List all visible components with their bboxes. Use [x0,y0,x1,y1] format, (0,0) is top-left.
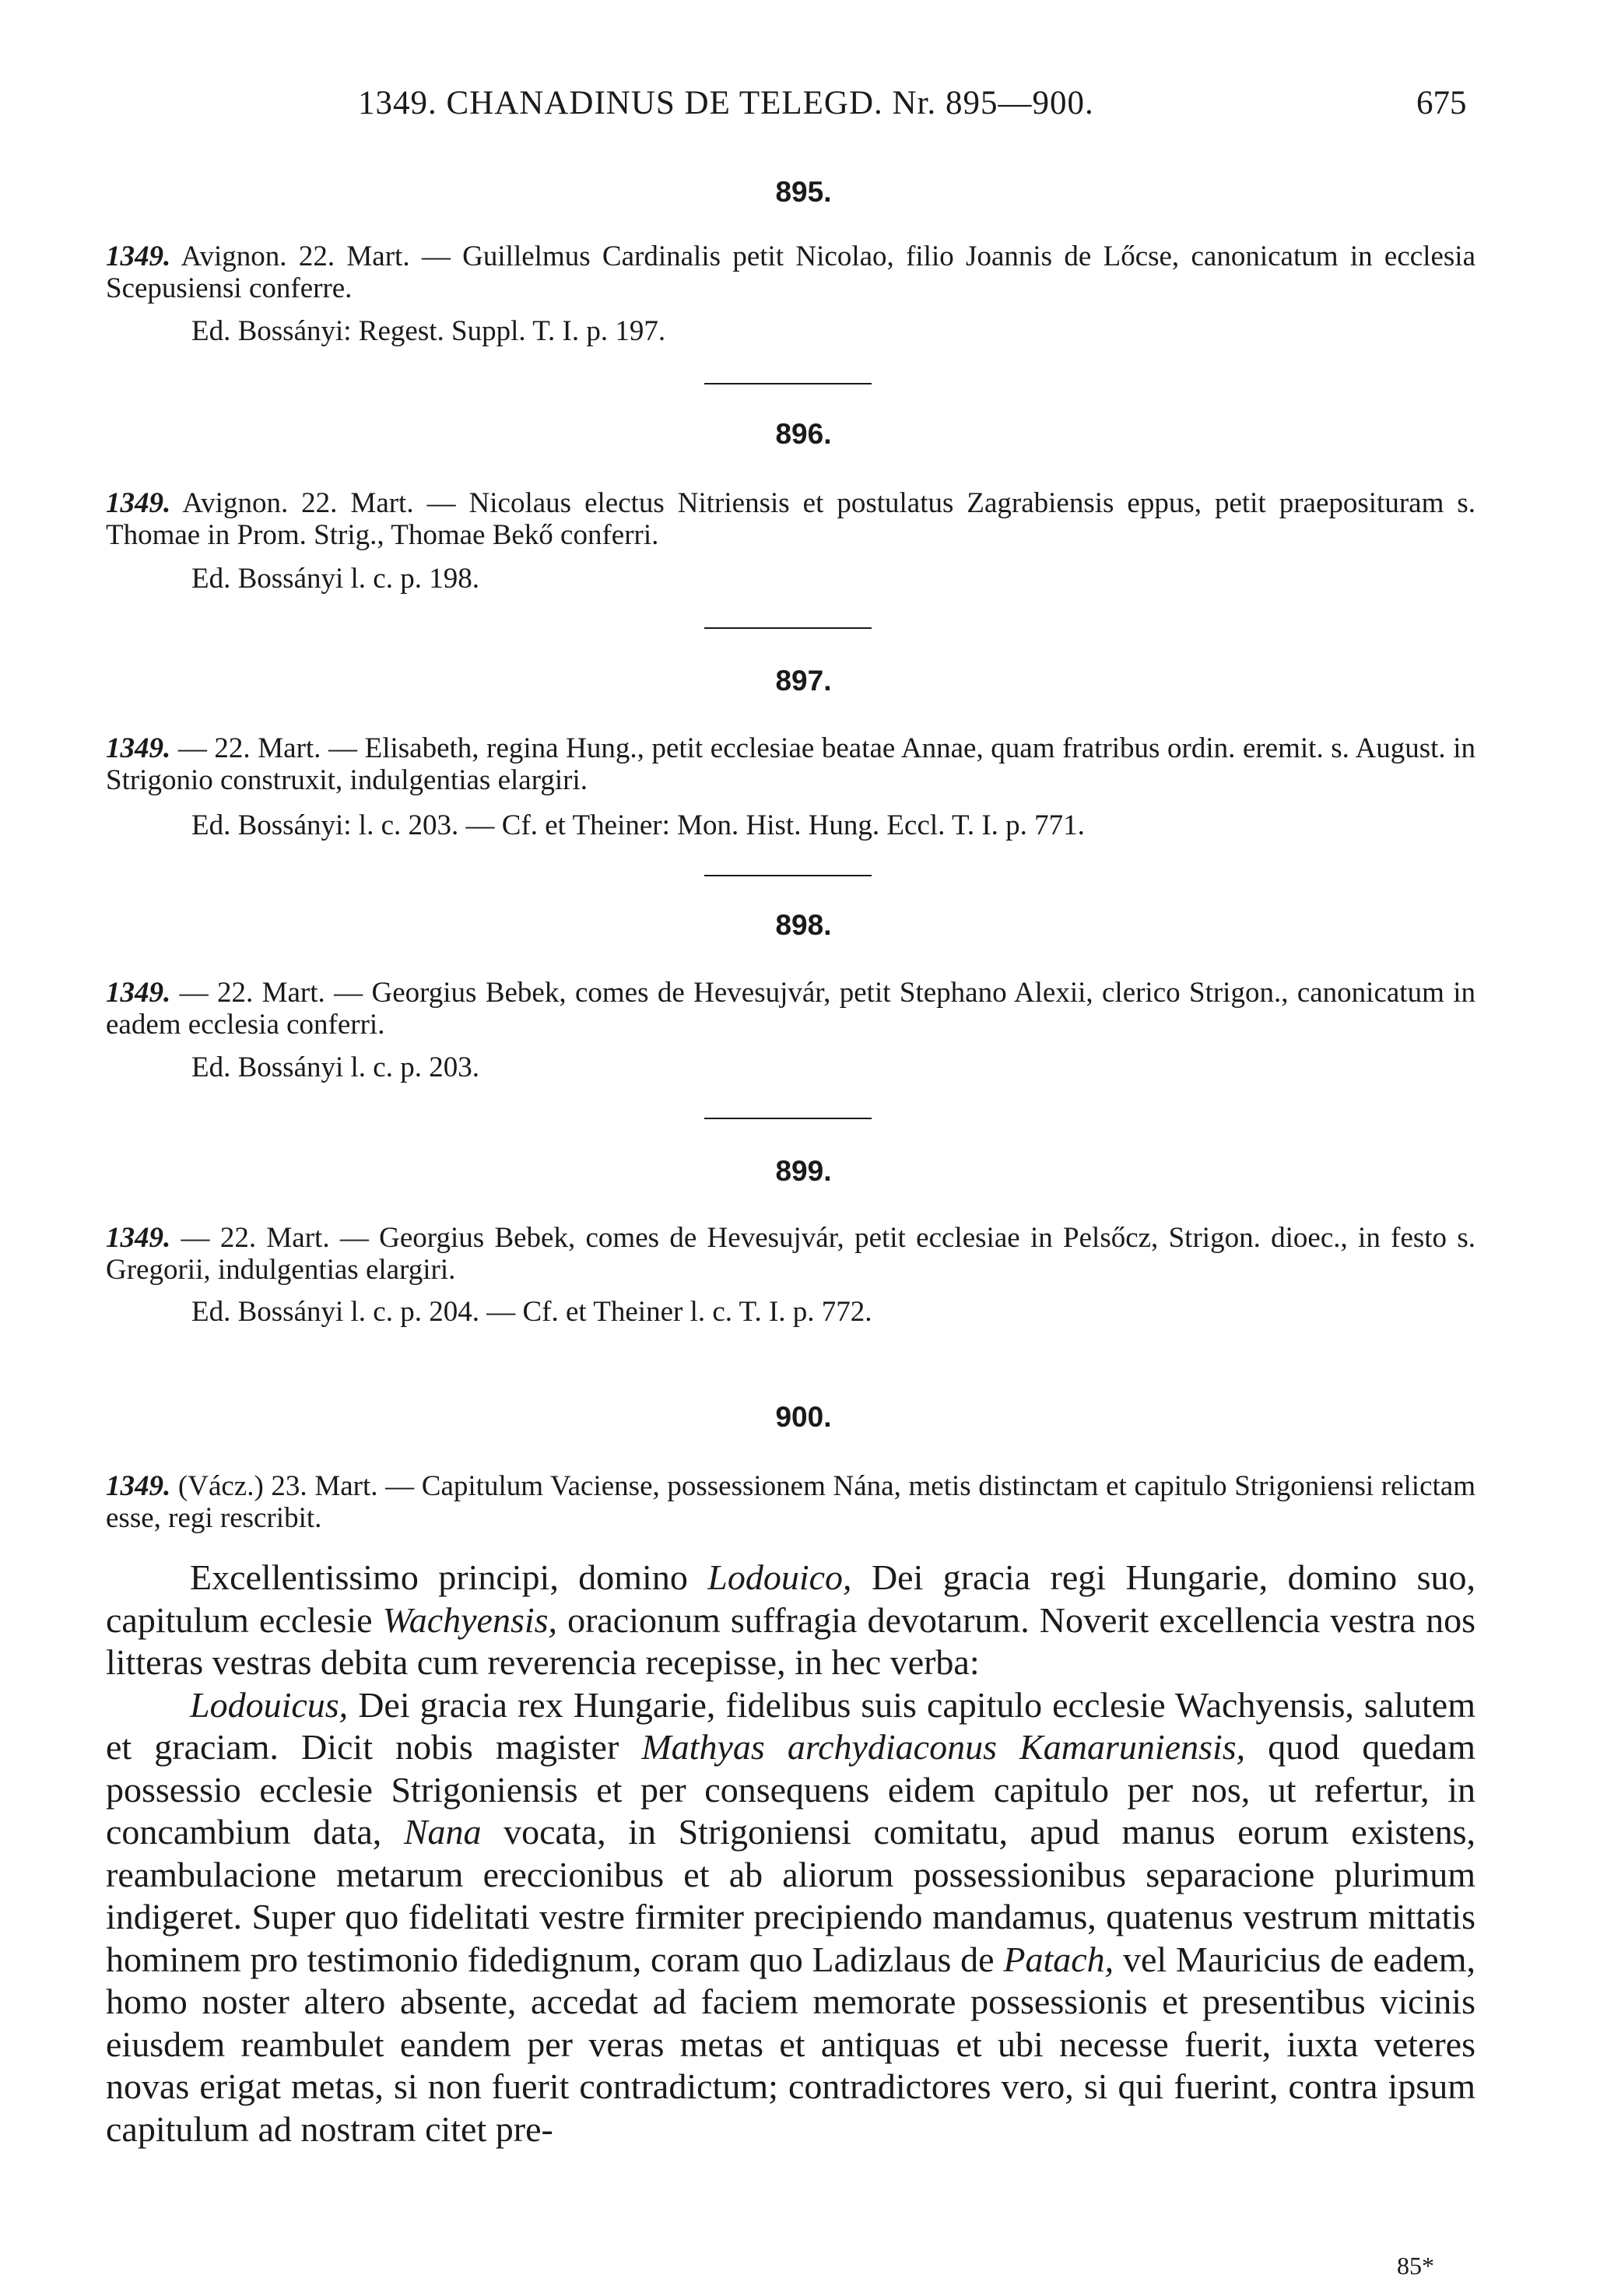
entry-regest-900 [106,1470,1475,1534]
entry-number-898: 898. [775,909,832,941]
entry-year: 1349. [106,240,171,272]
entry-edition-898: Ed. Bossányi l. c. p. 203. [191,1051,479,1083]
entry-regest-898 [106,977,1475,1041]
entry-summary: — 22. Mart. — Georgius Bebek, comes de Hevesujvár, petit Stephano Alexii, clerico Strigon., canonicatum in eadem ecclesia conferri. [106,977,1475,1041]
text-run: Dei gracia regi Hungarie, domino suo, capitulum ecclesie [106,1557,1475,1640]
running-head: 1349. CHANADINUS DE TELEGD. Nr. 895—900. [358,85,1094,121]
text-run: Excellentissimo principi, domino [190,1557,708,1597]
italic-name: Wachyensis, [382,1599,558,1640]
entry-edition-896: Ed. Bossányi l. c. p. 198. [191,563,479,595]
entry-summary: Avignon. 22. Mart. — Guillelmus Cardinalis petit Nicolao, filio Joannis de Lőcse, canonicatum in ecclesia Scepusiensi conferre. [106,240,1475,304]
entry-edition-897: Ed. Bossányi: l. c. 203. — Cf. et Theiner: Mon. Hist. Hung. Eccl. T. I. p. 771. [191,809,1085,841]
entry-number-896: 896. [775,418,832,450]
section-divider [704,627,872,629]
entry-number-897: 897. [775,665,832,697]
section-divider [704,875,872,876]
charter-paragraph [106,1684,1475,2151]
entry-regest-895 [106,240,1475,304]
entry-year: 1349. [106,977,171,1009]
charter-text [106,1557,1475,2150]
entry-number-895: 895. [775,176,832,208]
entry-year: 1349. [106,1222,171,1254]
entry-regest-897 [106,732,1475,796]
entry-year: 1349. [106,487,171,519]
entry-number-900: 900. [775,1401,832,1433]
italic-name: Lodouicus, [190,1684,349,1725]
section-divider [704,383,872,384]
italic-name: Patach, [1003,1939,1114,1979]
text-run: vel Mauricius de eadem, homo noster altero absente, accedat ad faciem memorate possessionis et presentibus vicinis eiusdem reambulet eandem per veras metas et antiquas et ubi necesse fuerit, iuxta veteres novas erigat metas, si non fuerit contradictum; contradictores vero, si qui fuerint, contra ipsum capitulum ad nostram citet pre- [106,1939,1475,2149]
entry-summary: — 22. Mart. — Georgius Bebek, comes de Hevesujvár, petit ecclesiae in Pelsőcz, Strigon. dioec., in festo s. Gregorii, indulgentias elargiri. [106,1222,1475,1286]
italic-name: Nana [403,1812,482,1852]
entry-edition-899: Ed. Bossányi l. c. p. 204. — Cf. et Theiner l. c. T. I. p. 772. [191,1296,872,1328]
text-run: oracionum suffragia devotarum. Noverit excellencia vestra nos litteras vestras debita cum reverencia recepisse, in hec verba: [106,1599,1475,1682]
entry-summary: (Vácz.) 23. Mart. — Capitulum Vaciense, possessionem Nána, metis distinctam et capitulo Strigoniensi relictam esse, regi rescribit. [106,1470,1475,1534]
entry-year: 1349. [106,732,171,764]
italic-name: Mathyas archydiaconus Kamaruniensis, [641,1727,1246,1767]
entry-summary: Avignon. 22. Mart. — Nicolaus electus Nitriensis et postulatus Zagrabiensis eppus, petit praeposituram s. Thomae in Prom. Strig., Thomae Bekő conferri. [106,487,1475,551]
entry-number-899: 899. [775,1155,832,1187]
text-run: Dei gracia rex Hungarie, fidelibus suis capitulo ecclesie Wachyensis, salutem et graciam. Dicit nobis magister [106,1684,1475,1767]
text-run: vocata, in Strigoniensi comitatu, apud manus eorum existens, reambulacione metarum ereccionibus et ab aliorum possessionibus separacione plurimum indigeret. Super quo fidelitati vestre firmiter precipiendo mandamus, quatenus vestrum mittatis hominem pro testimonio fidedignum, coram quo Ladizlaus de [106,1812,1475,1979]
entry-edition-895: Ed. Bossányi: Regest. Suppl. T. I. p. 197. [191,315,666,347]
page-number: 675 [1416,85,1467,121]
charter-paragraph [106,1557,1475,1684]
signature-mark: 85* [1397,2252,1434,2280]
entry-regest-896 [106,487,1475,551]
entry-summary: — 22. Mart. — Elisabeth, regina Hung., petit ecclesiae beatae Annae, quam fratribus ordin. eremit. s. August. in Strigonio construxit, indulgentias elargiri. [106,732,1475,796]
entry-year: 1349. [106,1470,171,1502]
text-run: quod quedam possessio ecclesie Strigoniensis et per consequens eidem capitulo per nos, ut refertur, in concambium data, [106,1727,1475,1852]
entry-regest-899 [106,1222,1475,1286]
section-divider [704,1118,872,1119]
italic-name: Lodouico, [707,1557,852,1597]
